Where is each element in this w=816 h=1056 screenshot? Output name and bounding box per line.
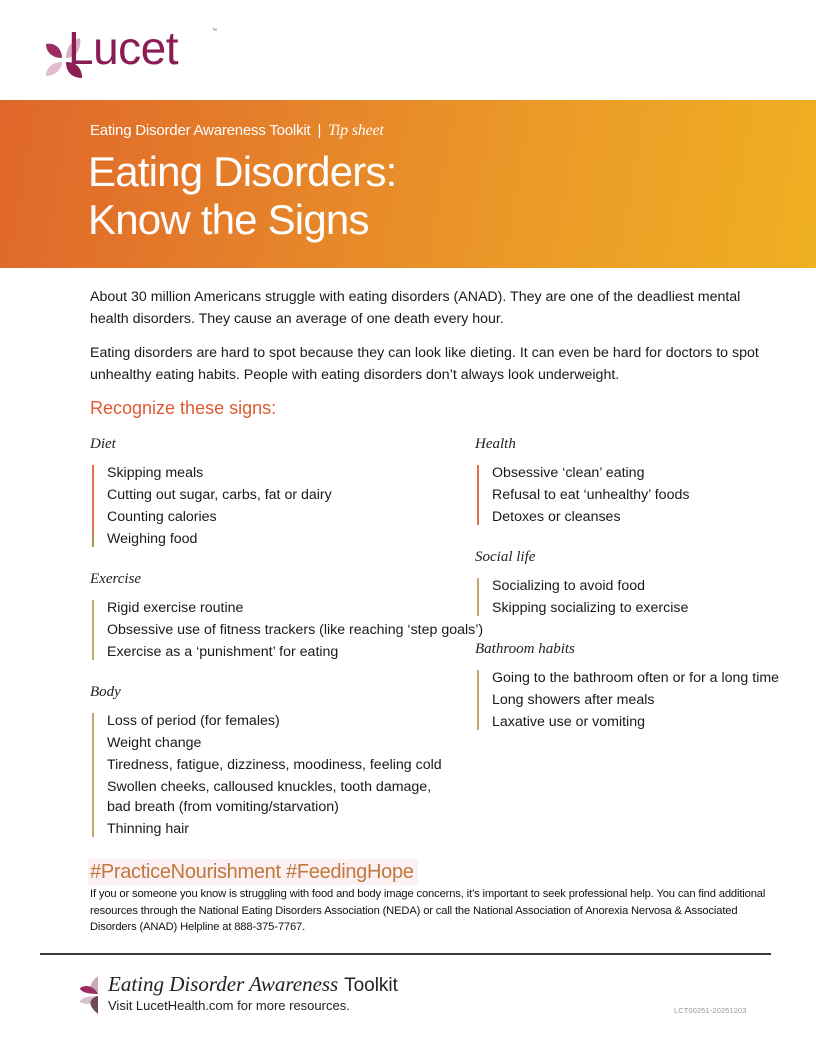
list-item: Weighing food: [107, 531, 198, 547]
list-item: Counting calories: [107, 509, 217, 525]
intro-paragraph: Eating disorders are hard to spot because they can look like dieting. It can even be hard for doctors to spot unhealthy eating habits. People with eating disorders don’t always look underweight.: [90, 345, 759, 383]
list-item: Skipping meals: [107, 465, 204, 481]
sign-list: [90, 462, 332, 550]
hashtags: #PracticeNourishment #FeedingHope: [88, 859, 418, 885]
list-item: Loss of period (for females): [107, 713, 280, 729]
help-text: If you or someone you know is struggling with food and body image concerns, it’s important to seek professional help. You can find additional resources through the National Eating Disorders Association (NEDA) or call the National Association of Anorexia Nervosa & Associated Disorders (ANAD) Helpline at 888-375-7767.: [90, 888, 766, 933]
sign-list: [90, 710, 450, 840]
section-title: Social life: [475, 549, 536, 565]
list-item: Obsessive use of fitness trackers (like reaching ‘step goals’): [107, 622, 484, 638]
footer-title: [108, 970, 398, 1000]
footer-title-italic: Eating Disorder Awareness: [108, 972, 339, 996]
section-social-life: [475, 549, 688, 619]
title-line-2: Know the Signs: [88, 196, 369, 243]
list-item: Refusal to eat ‘unhealthy’ foods: [492, 487, 690, 503]
list-item: Swollen cheeks, calloused knuckles, tooth damage, bad breath (from vomiting/starvation): [107, 779, 432, 815]
intro-paragraph: About 30 million Americans struggle with eating disorders (ANAD). They are one of the deadliest mental health disorders. They cause an average of one death every hour.: [90, 289, 741, 327]
section-diet: [90, 436, 332, 550]
list-item: Exercise as a ‘punishment’ for eating: [107, 644, 339, 660]
title-line-1: Eating Disorders:: [88, 148, 397, 195]
section-title: Diet: [90, 436, 116, 452]
eyebrow-separator: |: [317, 122, 322, 139]
section-body: [90, 684, 450, 840]
list-item: Cutting out sugar, carbs, fat or dairy: [107, 487, 332, 503]
footer-divider: [40, 953, 771, 955]
title-banner: [0, 100, 816, 268]
list-item: Skipping socializing to exercise: [492, 600, 689, 616]
section-title: Body: [90, 684, 121, 700]
banner-eyebrow: [90, 122, 384, 140]
sign-list: [475, 575, 688, 619]
list-item: Going to the bathroom often or for a long time: [492, 670, 780, 686]
tip-sheet-label: Tip sheet: [328, 122, 384, 139]
list-item: Laxative use or vomiting: [492, 714, 645, 730]
section-exercise: [90, 571, 483, 663]
list-item: Detoxes or cleanses: [492, 509, 621, 525]
footer-title-plain: Toolkit: [344, 975, 398, 996]
document-code: LCT00251-20251203: [674, 1006, 747, 1015]
section-health: [475, 436, 689, 528]
list-item: Thinning hair: [107, 821, 190, 837]
brand-name: Lucet: [68, 22, 179, 74]
list-item: Socializing to avoid food: [492, 578, 646, 594]
toolkit-label: Eating Disorder Awareness Toolkit: [90, 122, 311, 139]
trademark-symbol: ™: [212, 28, 217, 34]
list-item: Long showers after meals: [492, 692, 655, 708]
sign-list: [90, 597, 483, 663]
sign-list: [475, 667, 779, 733]
signs-heading: Recognize these signs:: [90, 398, 277, 418]
intro-text: [90, 286, 760, 398]
list-item: Rigid exercise routine: [107, 600, 244, 616]
section-title: Exercise: [90, 571, 142, 587]
page-title: [88, 148, 397, 244]
list-item: Obsessive ‘clean’ eating: [492, 465, 645, 481]
sign-list: [475, 462, 689, 528]
lucet-petal-icon: [78, 974, 100, 1016]
list-item: Tiredness, fatigue, dizziness, moodiness, feeling cold: [107, 757, 442, 773]
list-item: Weight change: [107, 735, 202, 751]
section-title: Health: [475, 436, 516, 452]
footer-website-text: Visit LucetHealth.com for more resources.: [108, 998, 350, 1013]
section-title: Bathroom habits: [475, 641, 575, 657]
section-bathroom-habits: [475, 641, 779, 733]
